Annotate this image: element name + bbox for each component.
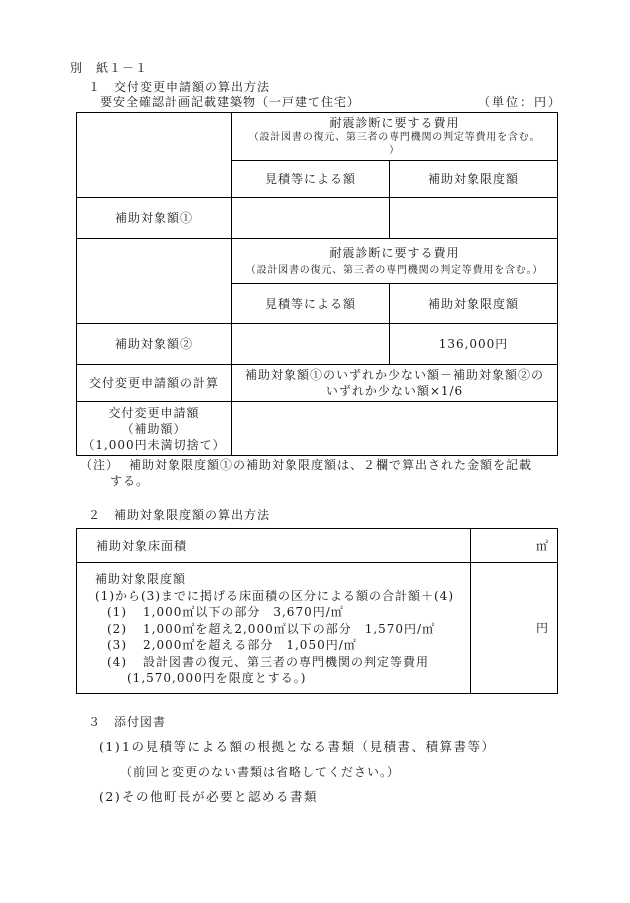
calculation-formula-cell: [232, 365, 558, 402]
item4-cap: (1,570,000円を限度とする。): [127, 671, 307, 685]
item-text: 1,000㎡以下の部分 3,670円/㎡: [143, 605, 344, 619]
note-label: （注）: [80, 458, 120, 472]
column-header-estimate: 見積等による額: [232, 284, 390, 324]
application-amount-label: 交付変更申請額: [108, 405, 200, 420]
row-label-subsidy-2: 補助対象額②: [77, 324, 232, 365]
cost-note: （設計図書の復元、第三者の専門機関の判定等費用を含む。）: [245, 264, 544, 276]
limit-unit: 円: [471, 563, 558, 694]
table-row: [77, 113, 558, 161]
blank-header-cell: [77, 239, 232, 324]
floor-area-unit: ㎡: [471, 529, 558, 563]
note-text: 補助対象限度額①の補助対象限度額は、２欄で算出された金額を記載: [129, 458, 533, 472]
item-text: その他町長が必要と認める書類: [122, 789, 319, 804]
cost-note: （設計図書の復元、第三者の専門機関の判定等費用を含む。: [248, 132, 541, 143]
item-text: 1の見積等による額の根拠となる書類（見積書、積算書等）: [122, 739, 496, 754]
row-label-calculation: 交付変更申請額の計算: [77, 365, 232, 402]
section3-heading: ３ 添付図書: [88, 715, 167, 729]
table-row: [77, 198, 558, 239]
section1-heading: １ 交付変更申請額の算出方法: [88, 80, 271, 94]
list-item: [99, 739, 495, 755]
limit-amount-cell-1: [390, 198, 558, 239]
row-label-application-amount: [77, 402, 232, 456]
cost-title: 耐震診断に要する費用: [329, 116, 460, 130]
item-number: (2): [99, 789, 122, 804]
item-number: (1): [107, 605, 127, 619]
item-text: 設計図書の復元、第三者の専門機関の判定等費用: [143, 654, 430, 669]
rounding-note: （1,000円未満切捨て）: [82, 437, 226, 452]
building-type-label: 要安全確認計画記載建築物（一戸建て住宅）: [100, 95, 361, 109]
row-label-subsidy-1: 補助対象額①: [77, 198, 232, 239]
note-line-2: する。: [110, 474, 150, 488]
table-row: [77, 402, 558, 456]
subsidy-amount-label: （補助額）: [121, 421, 187, 436]
column-header-estimate: 見積等による額: [232, 161, 390, 198]
table-row: [77, 563, 558, 694]
section2-heading: ２ 補助対象限度額の算出方法: [88, 508, 271, 522]
list-item: [95, 637, 470, 654]
list-item: [95, 654, 470, 671]
limit-title: 補助対象限度額: [95, 572, 187, 586]
blank-header-cell: [77, 113, 232, 198]
column-header-limit: 補助対象限度額: [390, 284, 558, 324]
floor-area-label: 補助対象床面積: [77, 529, 471, 563]
item-number: (3): [107, 638, 127, 652]
item-text: 1,000㎡を超え2,000㎡以下の部分 1,570円/㎡: [143, 621, 436, 636]
table-row: [77, 529, 558, 563]
application-amount-value-cell: [232, 402, 558, 456]
cost-title: 耐震診断に要する費用: [329, 245, 460, 260]
list-item: [95, 621, 470, 638]
formula-line: 補助対象額①のいずれか少ない額－補助対象額②の: [245, 368, 545, 382]
cost-header-cell: [232, 239, 558, 284]
estimate-amount-cell-2: [232, 324, 390, 365]
attachment-label: 別 紙１－１: [70, 61, 149, 75]
column-header-limit: 補助対象限度額: [390, 161, 558, 198]
formula-line: いずれか少ない額×1/6: [325, 384, 464, 398]
table-row: [77, 239, 558, 284]
table-row: [77, 365, 558, 402]
cost-header-cell: [232, 113, 558, 161]
estimate-amount-cell-1: [232, 198, 390, 239]
limit-description-cell: [77, 563, 471, 694]
note-line-1: [80, 457, 532, 473]
table-row: [77, 324, 558, 365]
application-amount-table: [76, 112, 558, 456]
item-sub-note: （前回と変更のない書類は省略してください。）: [120, 765, 401, 779]
item-number: (4): [107, 654, 127, 669]
unit-label: （単位：円）: [478, 95, 563, 109]
limit-formula: (1)から(3)までに掲げる床面積の区分による額の合計額＋(4): [95, 588, 454, 603]
item-number: (2): [107, 621, 127, 636]
item-text: 2,000㎡を超える部分 1,050円/㎡: [143, 638, 357, 652]
list-item: [99, 789, 318, 805]
list-item: [95, 604, 470, 621]
cost-note: ）: [389, 145, 400, 156]
limit-amount-value: 136,000円: [390, 324, 558, 365]
limit-calculation-table: [76, 528, 558, 694]
item-number: (1): [99, 739, 122, 754]
